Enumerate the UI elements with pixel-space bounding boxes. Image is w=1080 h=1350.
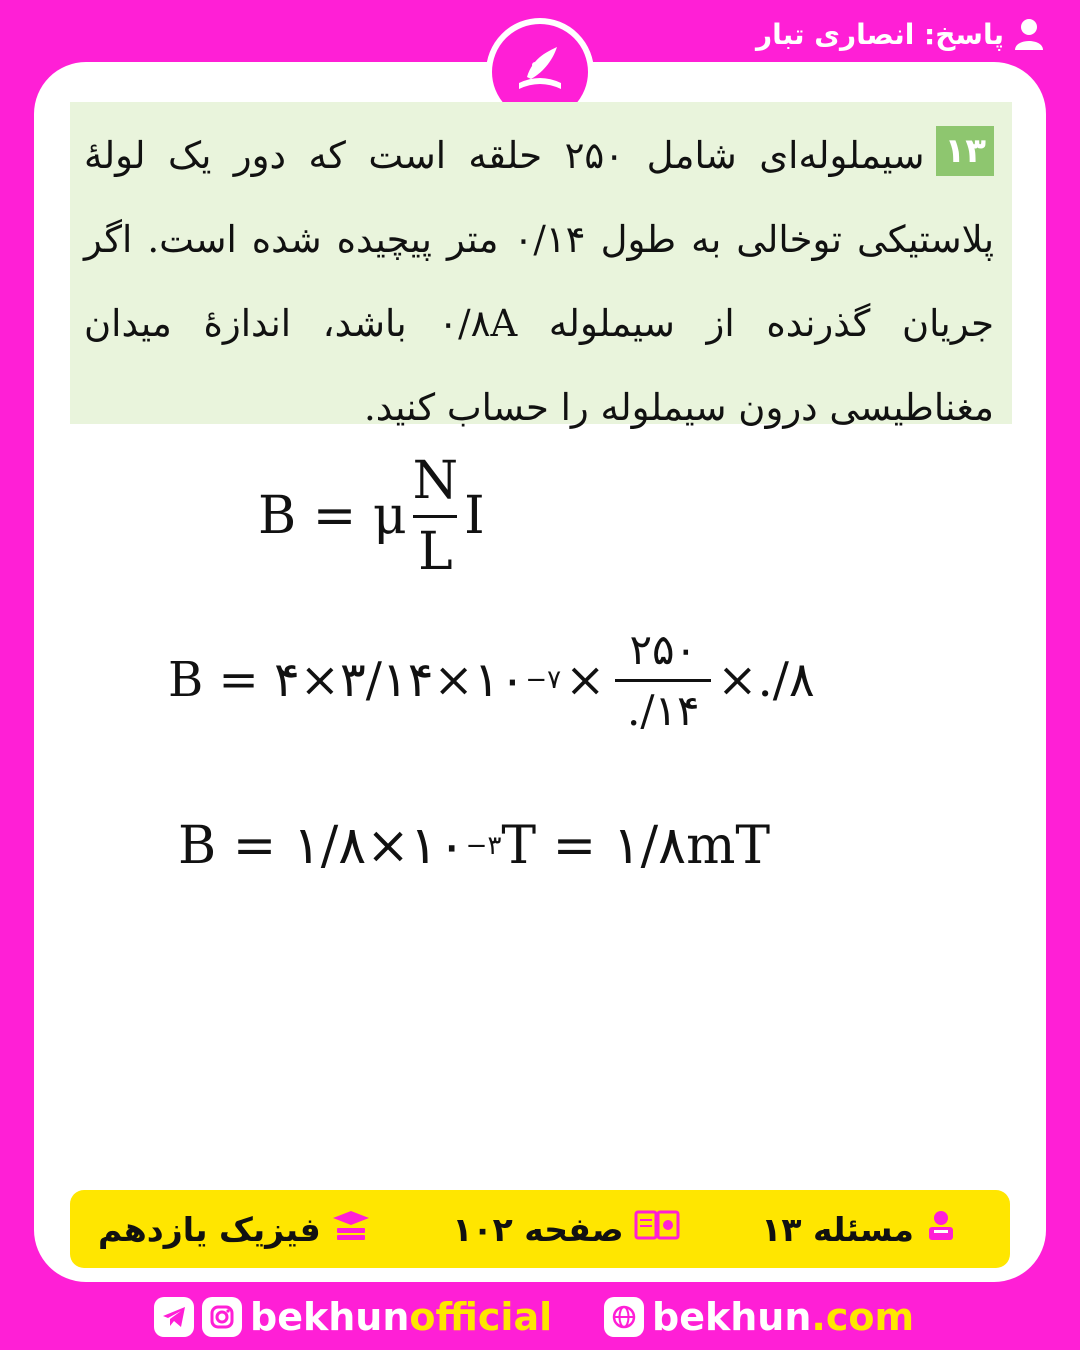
formula-equation	[258, 446, 485, 586]
problem-label: مسئله ۱۳	[761, 1209, 914, 1249]
substitution-rhs: ×./۸	[717, 652, 815, 708]
author-name: پاسخ: انصاری تبار	[755, 17, 1004, 51]
instagram-icon[interactable]	[202, 1297, 242, 1337]
result-rhs: T = ۱/۸mT	[501, 816, 771, 876]
fraction-denominator: ./۱۴	[615, 679, 711, 732]
handle-text	[250, 1295, 552, 1339]
website-link[interactable]	[604, 1295, 914, 1339]
book-icon	[634, 1208, 680, 1250]
site-text	[652, 1295, 914, 1339]
problem-info	[761, 1208, 958, 1250]
user-icon	[1014, 18, 1044, 50]
question-box	[70, 102, 1012, 429]
formula-rhs: I	[464, 486, 485, 546]
info-bar	[70, 1190, 1010, 1268]
question-number: ۱۳	[936, 126, 994, 176]
footer-links	[0, 1292, 1080, 1342]
fraction-denominator: L	[413, 515, 457, 578]
student-icon	[924, 1208, 958, 1250]
substitution-times: ×	[565, 652, 606, 708]
handle-main: bekhun	[250, 1295, 410, 1339]
question-text: سیملوله‌ای شامل ۲۵۰ حلقه است که دور یک لولهٔ پلاستیکی توخالی به طول ۰/۱۴ متر پیچیده شده است. اگر جریان گذرنده از سیملوله ۰/۸A باشد، اندازهٔ میدان مغناطیسی درون سیملوله را حساب کنید.	[84, 134, 995, 429]
subject-label: فیزیک یازدهم	[98, 1209, 321, 1249]
page-info	[452, 1208, 679, 1250]
handle-accent: official	[409, 1295, 553, 1339]
fraction-numerator: ۲۵۰	[629, 624, 698, 674]
formula-lhs: B = μ	[258, 486, 407, 546]
substitution-fraction	[615, 624, 711, 735]
result-equation	[178, 806, 770, 886]
telegram-icon[interactable]	[154, 1297, 194, 1337]
site-accent: .com	[811, 1295, 915, 1339]
subject-info	[98, 1208, 371, 1250]
result-lhs: B = ۱/۸×۱۰	[178, 816, 466, 876]
author-header	[756, 10, 1044, 58]
page-label: صفحه ۱۰۲	[452, 1209, 624, 1249]
social-handle[interactable]	[154, 1295, 552, 1339]
globe-icon[interactable]	[604, 1297, 644, 1337]
result-exponent: −۳	[465, 831, 502, 861]
site-main: bekhun	[652, 1295, 812, 1339]
substitution-exponent: −۷	[525, 665, 562, 695]
graduation-cap-icon	[331, 1208, 371, 1250]
substitution-lhs: B = ۴×۳/۱۴×۱۰	[168, 652, 526, 708]
formula-fraction	[412, 450, 459, 582]
fraction-numerator: N	[412, 450, 459, 511]
substitution-equation	[168, 620, 815, 740]
